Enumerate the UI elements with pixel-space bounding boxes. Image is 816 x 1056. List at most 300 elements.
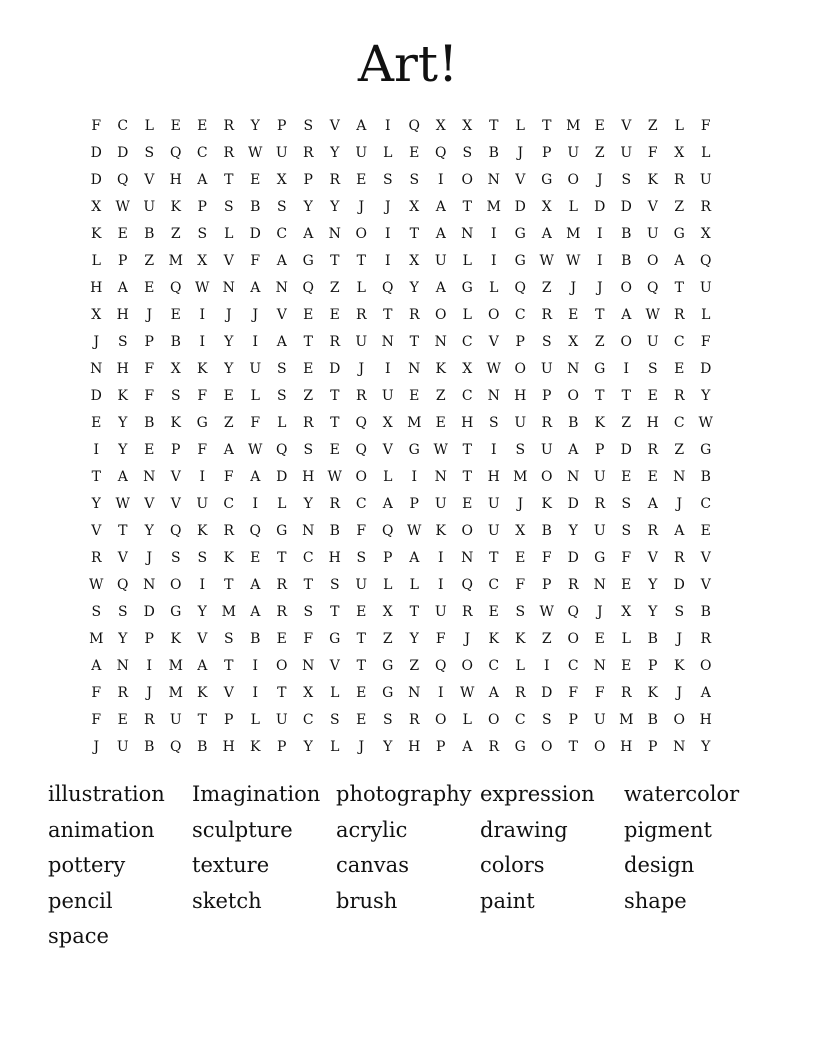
grid-letter: C [117, 117, 129, 134]
grid-letter: T [356, 630, 366, 647]
grid-letter: R [329, 171, 341, 188]
grid-letter: Z [647, 117, 658, 134]
grid-letter: W [327, 468, 342, 485]
grid-letter: E [250, 171, 261, 188]
grid-letter: J [676, 630, 683, 647]
grid-letter: A [541, 225, 552, 242]
grid-letter: E [170, 306, 181, 323]
grid-letter: V [276, 306, 287, 323]
word-list-item: illustration [48, 782, 165, 806]
grid-letter: A [223, 441, 234, 458]
grid-letter: R [488, 738, 500, 755]
word-list-item: photography [336, 782, 472, 806]
grid-letter: D [90, 144, 102, 161]
grid-letter: D [117, 144, 129, 161]
grid-letter: E [303, 360, 314, 377]
grid-letter: T [489, 549, 499, 566]
grid-row [83, 355, 719, 382]
grid-letter: S [276, 198, 287, 215]
grid-letter: K [435, 522, 446, 539]
grid-letter: A [647, 495, 658, 512]
grid-letter: T [224, 576, 234, 593]
grid-letter: N [461, 549, 474, 566]
grid-letter: F [303, 630, 314, 647]
grid-letter: W [248, 441, 263, 458]
grid-letter: N [302, 657, 315, 674]
grid-letter: E [435, 414, 446, 431]
grid-letter: O [620, 279, 632, 296]
grid-letter: U [169, 711, 182, 728]
grid-letter: X [409, 198, 420, 215]
grid-letter: M [566, 117, 581, 134]
word-list-item: shape [624, 888, 687, 913]
grid-letter: A [621, 306, 632, 323]
grid-letter: K [223, 549, 234, 566]
grid-letter: X [303, 684, 314, 701]
grid-letter: P [568, 711, 578, 728]
grid-letter: D [329, 360, 341, 377]
grid-letter: D [249, 225, 261, 242]
grid-letter: M [566, 225, 581, 242]
grid-letter: E [276, 630, 287, 647]
grid-letter: R [329, 333, 341, 350]
grid-letter: P [144, 333, 154, 350]
grid-letter: N [567, 468, 580, 485]
grid-letter: E [356, 684, 367, 701]
grid-letter: N [408, 684, 421, 701]
word-list-item: paint [480, 888, 535, 913]
grid-letter: C [302, 549, 314, 566]
grid-letter: S [276, 360, 287, 377]
word-list-item: animation [48, 817, 155, 842]
grid-letter: O [355, 468, 367, 485]
word-list-item: design [624, 853, 695, 877]
grid-row [83, 436, 719, 463]
word-list-item: texture [192, 853, 270, 877]
grid-letter: G [382, 657, 394, 674]
grid-letter: A [409, 549, 420, 566]
grid-letter: W [407, 522, 422, 539]
grid-letter: R [302, 144, 314, 161]
grid-letter: S [223, 630, 234, 647]
grid-letter: I [199, 468, 206, 485]
grid-letter: G [700, 441, 712, 458]
grid-letter: E [594, 630, 605, 647]
grid-letter: S [223, 198, 234, 215]
grid-letter: H [302, 468, 315, 485]
grid-letter: U [487, 495, 500, 512]
grid-letter: O [276, 657, 288, 674]
grid-letter: Q [700, 252, 712, 269]
grid-letter: E [700, 522, 711, 539]
grid-letter: A [700, 684, 711, 701]
grid-letter: O [355, 225, 367, 242]
grid-letter: V [170, 495, 181, 512]
grid-letter: J [384, 198, 391, 215]
grid-letter: X [515, 522, 526, 539]
grid-letter: S [144, 144, 155, 161]
grid-row [83, 625, 719, 652]
grid-letter: R [647, 441, 659, 458]
grid-letter: B [647, 711, 658, 728]
grid-letter: Y [303, 198, 313, 215]
grid-letter: Q [647, 279, 659, 296]
grid-letter: N [434, 468, 447, 485]
grid-letter: R [223, 522, 235, 539]
grid-letter: C [196, 144, 208, 161]
grid-letter: S [356, 549, 367, 566]
grid-letter: Z [541, 279, 552, 296]
grid-letter: N [275, 279, 288, 296]
grid-letter: S [409, 171, 420, 188]
grid-letter: K [488, 630, 499, 647]
grid-letter: O [567, 630, 579, 647]
grid-letter: T [330, 252, 340, 269]
grid-letter: S [117, 603, 128, 620]
grid-letter: N [302, 522, 315, 539]
grid-letter: F [250, 252, 261, 269]
grid-letter: L [383, 576, 393, 593]
grid-letter: V [647, 549, 658, 566]
grid-letter: G [594, 549, 606, 566]
grid-letter: S [647, 360, 658, 377]
word-list-item: pigment [624, 817, 712, 842]
grid-letter: H [514, 387, 527, 404]
grid-letter: G [408, 441, 420, 458]
grid-letter: E [674, 360, 685, 377]
grid-letter: O [488, 711, 500, 728]
grid-letter: O [461, 522, 473, 539]
grid-letter: T [197, 711, 207, 728]
grid-letter: N [487, 171, 500, 188]
grid-letter: H [90, 279, 103, 296]
grid-letter: Y [383, 738, 393, 755]
grid-letter: X [621, 603, 632, 620]
grid-row [83, 490, 719, 517]
grid-letter: M [221, 603, 236, 620]
grid-letter: A [91, 657, 102, 674]
grid-letter: E [621, 468, 632, 485]
grid-letter: I [384, 117, 391, 134]
grid-letter: P [515, 333, 525, 350]
grid-letter: J [93, 738, 100, 755]
grid-letter: D [90, 387, 102, 404]
grid-letter: W [566, 252, 581, 269]
grid-letter: O [514, 360, 526, 377]
grid-letter: O [673, 711, 685, 728]
grid-letter: N [567, 360, 580, 377]
grid-letter: Y [648, 576, 658, 593]
grid-letter: N [328, 225, 341, 242]
grid-letter: Y [197, 603, 207, 620]
grid-letter: T [118, 522, 128, 539]
grid-letter: F [621, 549, 632, 566]
grid-letter: C [514, 711, 526, 728]
grid-letter: K [197, 522, 208, 539]
grid-letter: M [513, 468, 528, 485]
grid-letter: S [197, 225, 208, 242]
grid-letter: P [277, 738, 287, 755]
grid-letter: Y [224, 360, 234, 377]
grid-letter: Z [541, 630, 552, 647]
grid-letter: S [515, 603, 526, 620]
grid-letter: Y [409, 630, 419, 647]
grid-row [83, 679, 719, 706]
grid-letter: J [570, 279, 577, 296]
grid-letter: V [621, 117, 632, 134]
grid-letter: Q [382, 279, 394, 296]
grid-letter: A [276, 252, 287, 269]
grid-letter: V [223, 252, 234, 269]
grid-letter: A [382, 495, 393, 512]
grid-letter: L [277, 495, 287, 512]
grid-letter: S [541, 333, 552, 350]
grid-letter: K [250, 738, 261, 755]
grid-letter: V [170, 468, 181, 485]
grid-letter: T [409, 333, 419, 350]
grid-letter: F [647, 144, 658, 161]
grid-letter: L [462, 306, 472, 323]
grid-letter: U [143, 198, 156, 215]
grid-letter: T [277, 549, 287, 566]
grid-letter: J [596, 603, 603, 620]
grid-letter: M [619, 711, 634, 728]
grid-letter: T [383, 306, 393, 323]
grid-letter: O [435, 711, 447, 728]
grid-letter: S [382, 711, 393, 728]
grid-letter: H [646, 414, 659, 431]
grid-letter: T [91, 468, 101, 485]
grid-letter: O [435, 306, 447, 323]
grid-letter: Z [329, 279, 340, 296]
grid-letter: H [461, 414, 474, 431]
grid-letter: A [250, 279, 261, 296]
grid-row [83, 139, 719, 166]
grid-letter: M [407, 414, 422, 431]
grid-letter: J [517, 144, 524, 161]
grid-letter: C [488, 657, 500, 674]
grid-letter: F [250, 414, 261, 431]
grid-letter: I [596, 225, 603, 242]
grid-letter: R [117, 684, 129, 701]
grid-letter: V [117, 549, 128, 566]
grid-letter: R [647, 522, 659, 539]
grid-letter: U [116, 738, 129, 755]
grid-letter: E [197, 117, 208, 134]
grid-row [83, 193, 719, 220]
grid-letter: K [170, 198, 181, 215]
grid-letter: M [168, 657, 183, 674]
grid-letter: R [620, 684, 632, 701]
grid-row [83, 166, 719, 193]
grid-letter: O [541, 468, 553, 485]
grid-row [83, 274, 719, 301]
grid-letter: S [329, 711, 340, 728]
grid-letter: Q [435, 657, 447, 674]
grid-letter: U [275, 711, 288, 728]
grid-letter: H [116, 306, 129, 323]
grid-letter: N [90, 360, 103, 377]
grid-letter: U [593, 522, 606, 539]
grid-letter: I [199, 306, 206, 323]
grid-letter: R [700, 630, 712, 647]
grid-letter: U [434, 252, 447, 269]
grid-letter: J [517, 495, 524, 512]
grid-letter: R [673, 171, 685, 188]
grid-letter: N [222, 279, 235, 296]
grid-letter: L [250, 387, 260, 404]
grid-letter: G [594, 360, 606, 377]
grid-letter: P [648, 657, 658, 674]
grid-letter: P [409, 495, 419, 512]
grid-letter: Q [382, 522, 394, 539]
grid-letter: U [196, 495, 209, 512]
grid-letter: S [197, 549, 208, 566]
grid-letter: Y [91, 495, 101, 512]
grid-letter: R [355, 306, 367, 323]
grid-letter: F [700, 333, 711, 350]
grid-letter: J [252, 306, 259, 323]
grid-letter: B [250, 198, 261, 215]
grid-letter: R [700, 198, 712, 215]
grid-letter: R [223, 117, 235, 134]
grid-letter: X [170, 360, 181, 377]
grid-letter: F [91, 711, 102, 728]
grid-letter: Z [382, 630, 393, 647]
grid-letter: R [408, 711, 420, 728]
grid-letter: Q [276, 441, 288, 458]
grid-letter: N [673, 468, 686, 485]
grid-letter: A [356, 117, 367, 134]
grid-letter: S [621, 495, 632, 512]
grid-letter: Y [118, 630, 128, 647]
grid-letter: V [488, 333, 499, 350]
grid-letter: K [647, 684, 658, 701]
grid-letter: D [620, 198, 632, 215]
grid-letter: U [514, 414, 527, 431]
grid-letter: C [461, 387, 473, 404]
grid-letter: D [541, 684, 553, 701]
word-list-item: space [48, 924, 109, 948]
grid-letter: L [250, 711, 260, 728]
grid-row [83, 571, 719, 598]
grid-letter: F [91, 117, 102, 134]
grid-letter: E [144, 279, 155, 296]
grid-letter: Q [567, 603, 579, 620]
grid-row [83, 382, 719, 409]
grid-letter: I [384, 360, 391, 377]
grid-letter: K [197, 684, 208, 701]
grid-letter: N [116, 657, 129, 674]
grid-letter: Q [514, 279, 526, 296]
grid-letter: E [329, 306, 340, 323]
grid-letter: R [541, 414, 553, 431]
grid-letter: E [568, 306, 579, 323]
grid-letter: Y [144, 522, 154, 539]
grid-letter: N [143, 468, 156, 485]
grid-letter: C [514, 306, 526, 323]
grid-letter: J [93, 333, 100, 350]
grid-letter: G [302, 252, 314, 269]
grid-letter: O [700, 657, 712, 674]
grid-letter: P [542, 144, 552, 161]
grid-letter: Y [648, 603, 658, 620]
grid-letter: D [620, 441, 632, 458]
grid-letter: I [384, 252, 391, 269]
grid-letter: S [303, 441, 314, 458]
grid-letter: P [197, 198, 207, 215]
grid-letter: O [461, 657, 473, 674]
grid-letter: J [358, 738, 365, 755]
word-list-item: canvas [336, 853, 409, 877]
grid-letter: U [355, 333, 368, 350]
grid-letter: I [490, 225, 497, 242]
grid-letter: U [275, 144, 288, 161]
grid-letter: E [488, 603, 499, 620]
grid-letter: G [514, 252, 526, 269]
grid-letter: G [382, 684, 394, 701]
grid-letter: E [356, 711, 367, 728]
grid-letter: Q [117, 576, 129, 593]
grid-letter: I [596, 252, 603, 269]
grid-letter: K [91, 225, 102, 242]
grid-letter: U [249, 360, 262, 377]
grid-letter: X [197, 252, 208, 269]
grid-letter: F [435, 630, 446, 647]
grid-letter: V [700, 549, 711, 566]
grid-letter: R [276, 576, 288, 593]
grid-letter: L [144, 117, 154, 134]
grid-letter: Y [303, 495, 313, 512]
grid-letter: I [252, 495, 259, 512]
grid-letter: Q [170, 279, 182, 296]
grid-letter: P [144, 630, 154, 647]
grid-row [83, 247, 719, 274]
grid-letter: S [382, 171, 393, 188]
grid-letter: Y [568, 522, 578, 539]
grid-letter: Q [117, 171, 129, 188]
grid-letter: A [462, 738, 473, 755]
grid-letter: D [514, 198, 526, 215]
grid-letter: X [91, 198, 102, 215]
grid-letter: S [276, 387, 287, 404]
grid-letter: L [224, 225, 234, 242]
grid-letter: X [409, 252, 420, 269]
grid-letter: I [252, 333, 259, 350]
grid-letter: X [674, 144, 685, 161]
grid-letter: F [144, 387, 155, 404]
grid-letter: I [93, 441, 100, 458]
grid-letter: K [435, 360, 446, 377]
grid-letter: H [169, 171, 182, 188]
grid-letter: H [408, 738, 421, 755]
grid-letter: I [146, 657, 153, 674]
grid-letter: L [621, 630, 631, 647]
grid-letter: N [408, 360, 421, 377]
grid-letter: K [170, 414, 181, 431]
grid-letter: S [91, 603, 102, 620]
grid-letter: T [568, 738, 578, 755]
grid-letter: Q [355, 414, 367, 431]
grid-letter: M [168, 252, 183, 269]
grid-letter: P [171, 441, 181, 458]
grid-letter: I [252, 657, 259, 674]
grid-letter: Q [355, 441, 367, 458]
grid-letter: O [647, 252, 659, 269]
grid-letter: E [117, 225, 128, 242]
grid-letter: U [699, 279, 712, 296]
grid-letter: R [673, 387, 685, 404]
